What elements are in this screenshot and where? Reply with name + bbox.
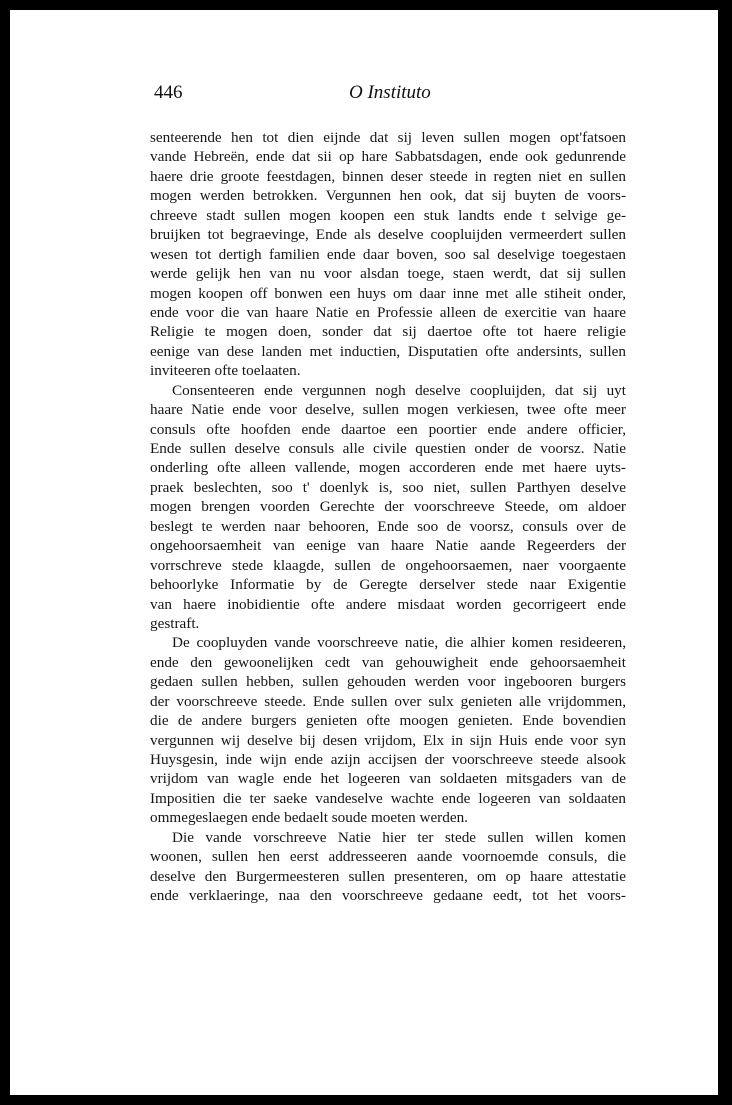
text-line: Huysgesin, inde wijn ende azijn accijsen der voorschreeve steede alsook — [150, 751, 626, 768]
text-line: inviteeren ofte toelaaten. — [150, 362, 301, 380]
text-line: haere drie groote feestdagen, binnen deser steede in regten niet en sullen — [150, 167, 626, 185]
text-line: Ende sullen deselve consuls alle civile questien onder de voorsz. Natie — [150, 440, 626, 457]
body-text — [150, 128, 626, 906]
text-line: ongehoorsaemheit van eenige van haare Natie aande Regeerders der — [150, 537, 626, 555]
text-line: behoorlyke Informatie by de Geregte derselver stede naar Exigentie — [150, 576, 626, 594]
text-line: van haere inobidientie ofte andere misdaat worden gecorrigeert ende — [150, 595, 626, 613]
text-line: woonen, sullen hen eerst addresseeren aande voornoemde consuls, die — [150, 848, 626, 866]
text-line: deselve den Burgermeesteren sullen presenteren, om op haare attestatie — [150, 867, 626, 885]
text-line: der voorschreeve steede. Ende sullen over sulx genieten alle vrijdommen, — [150, 692, 626, 710]
text-line: mogen brengen voorden Gerechte der voorschreeve Steede, om aldoer — [150, 498, 626, 516]
text-line: gedaen sullen hebben, sullen gehouden werden voor ingebooren burgers — [150, 673, 626, 691]
paragraph — [150, 128, 626, 381]
page-number: 446 — [154, 82, 183, 103]
text-line: vande Hebreën, ende dat sii op hare Sabbatsdagen, ende ook gedunrende — [150, 148, 626, 166]
text-line: consuls ofte hoofden ende daartoe een poortier ende andere officier, — [150, 420, 626, 438]
text-line: beslegt te werden naar behooren, Ende soo de voorsz, consuls over de — [150, 517, 626, 535]
text-line: vorrschreve stede klaagde, sullen de ongehoorsaemen, naer voorgaente — [150, 556, 626, 574]
paragraph — [150, 381, 626, 634]
text-line: onderling ofte alleen vallende, mogen accorderen ende met haere uyts- — [150, 459, 626, 477]
text-line: praek beslechten, soo t' doenlyk is, soo niet, sullen Parthyen deselve — [150, 478, 626, 496]
text-line: die de andere burgers genieten ofte moogen genieten. Ende bovendien — [150, 712, 626, 730]
text-line: Consenteeren ende vergunnen nogh deselve coopluijden, dat sij uyt — [172, 381, 626, 399]
text-line: Religie te mogen doen, sonder dat sij daertoe ofte tot haere religie — [150, 323, 626, 341]
text-line: werde gelijk hen van nu voor alsdan toege, staen werdt, dat sij sullen — [150, 265, 626, 283]
paragraph — [150, 633, 626, 827]
text-line: vrijdom van wagle ende het logeeren van soldaeten mitsgaders van de — [150, 770, 626, 788]
text-line: senteerende hen tot dien eijnde dat sij leven sullen mogen opt'fatsoen — [150, 129, 626, 146]
text-line: bruijken tot begraevinge, Ende als deselve coopluijden vermeerdert sullen — [150, 226, 626, 244]
page-header — [154, 82, 634, 106]
running-title: O Instituto — [349, 82, 431, 103]
text-line: mogen koopen off bonwen een huys om daar inne met alle stiheit onder, — [150, 284, 626, 302]
text-line: Impositien die ter saeke vandeselve wachte ende logeeren van soldaaten — [150, 789, 626, 807]
text-line: Die vande vorschreeve Natie hier ter stede sullen willen komen — [172, 828, 626, 846]
text-line: mogen werden betrokken. Vergunnen hen ook, dat sij buyten de voors- — [150, 187, 626, 205]
book-page — [10, 10, 718, 1095]
paragraph — [150, 828, 626, 906]
text-line: wesen tot dertigh familien ende daar boven, soo sal deselvige toegestaen — [150, 245, 626, 263]
text-line: De coopluyden vande voorschreeve natie, die alhier komen resideeren, — [172, 634, 626, 652]
text-line: gestraft. — [150, 614, 200, 632]
text-line: ende voor die van haare Natie en Professie alleen de exercitie van haare — [150, 303, 626, 321]
text-line: ende verklaeringe, naa den voorschreeve gedaane eedt, tot het voors- — [150, 887, 626, 905]
text-line: vergunnen wij deselve bij desen vrijdom, Elx in sijn Huis ende voor syn — [150, 731, 626, 749]
text-line: eenige van dese landen met inductien, Disputatien ofte andersints, sullen — [150, 342, 626, 360]
text-line: ende den gewoonelijken cedt van gehouwigheit ende gehoorsaemheit — [150, 653, 626, 671]
text-line: chreeve stadt sullen mogen koopen een stuk landts ende t selvige ge- — [150, 206, 626, 224]
text-line: ommegeslaegen ende bedaelt soude moeten werden. — [150, 809, 468, 827]
text-line: haare Natie ende voor deselve, sullen mogen verkiesen, twee ofte meer — [150, 401, 626, 419]
